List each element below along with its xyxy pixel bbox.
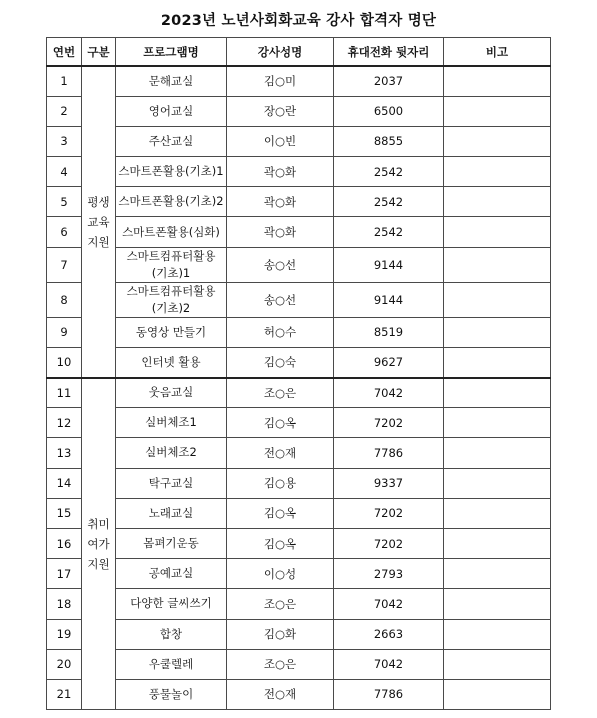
note-cell <box>444 589 551 619</box>
row-number: 5 <box>47 187 82 217</box>
program-name: 동영상 만들기 <box>116 317 227 347</box>
program-name: 다양한 글씨쓰기 <box>116 589 227 619</box>
instructor-name: 송○선 <box>227 247 334 282</box>
table-row <box>47 589 551 619</box>
phone-last-digits: 7202 <box>334 408 444 438</box>
row-number: 8 <box>47 282 82 317</box>
table-row <box>47 468 551 498</box>
phone-last-digits: 2793 <box>334 559 444 589</box>
note-cell <box>444 679 551 709</box>
note-cell <box>444 157 551 187</box>
instructor-name: 곽○화 <box>227 187 334 217</box>
instructor-name: 조○은 <box>227 589 334 619</box>
table-row <box>47 217 551 247</box>
note-cell <box>444 559 551 589</box>
table-row <box>47 126 551 156</box>
note-cell <box>444 187 551 217</box>
row-number: 10 <box>47 347 82 377</box>
instructor-name: 김○미 <box>227 66 334 96</box>
note-cell <box>444 126 551 156</box>
row-number: 6 <box>47 217 82 247</box>
table-row <box>47 619 551 649</box>
table-row <box>47 187 551 217</box>
phone-last-digits: 8519 <box>334 317 444 347</box>
program-name: 풍물놀이 <box>116 679 227 709</box>
program-name: 몸펴기운동 <box>116 528 227 558</box>
program-name: 인터넷 활용 <box>116 347 227 377</box>
program-name: 공예교실 <box>116 559 227 589</box>
phone-last-digits: 6500 <box>334 96 444 126</box>
instructor-name: 송○선 <box>227 282 334 317</box>
table-row <box>47 559 551 589</box>
program-name: 우쿨렐레 <box>116 649 227 679</box>
instructor-name: 김○옥 <box>227 528 334 558</box>
instructor-name: 조○은 <box>227 378 334 408</box>
note-cell <box>444 408 551 438</box>
table-row <box>47 317 551 347</box>
note-cell <box>444 498 551 528</box>
row-number: 4 <box>47 157 82 187</box>
table-row <box>47 438 551 468</box>
table-row <box>47 408 551 438</box>
header-phone: 휴대전화 뒷자리 <box>334 38 444 67</box>
header-no: 연번 <box>47 38 82 67</box>
note-cell <box>444 247 551 282</box>
program-name: 실버체조2 <box>116 438 227 468</box>
phone-last-digits: 2663 <box>334 619 444 649</box>
table-row <box>47 528 551 558</box>
instructor-name: 김○숙 <box>227 347 334 377</box>
phone-last-digits: 8855 <box>334 126 444 156</box>
row-number: 19 <box>47 619 82 649</box>
phone-last-digits: 7202 <box>334 498 444 528</box>
program-name: 웃음교실 <box>116 378 227 408</box>
table-row <box>47 649 551 679</box>
instructor-name: 김○옥 <box>227 498 334 528</box>
instructor-name: 조○은 <box>227 649 334 679</box>
row-number: 9 <box>47 317 82 347</box>
program-name: 탁구교실 <box>116 468 227 498</box>
phone-last-digits: 7786 <box>334 438 444 468</box>
program-name: 실버체조1 <box>116 408 227 438</box>
table-row <box>47 498 551 528</box>
row-number: 11 <box>47 378 82 408</box>
instructor-name: 이○빈 <box>227 126 334 156</box>
row-number: 13 <box>47 438 82 468</box>
note-cell <box>444 96 551 126</box>
table-row <box>47 347 551 377</box>
phone-last-digits: 7202 <box>334 528 444 558</box>
instructor-name: 김○화 <box>227 619 334 649</box>
note-cell <box>444 649 551 679</box>
row-number: 18 <box>47 589 82 619</box>
table-row <box>47 282 551 317</box>
row-number: 12 <box>47 408 82 438</box>
note-cell <box>444 619 551 649</box>
note-cell <box>444 378 551 408</box>
note-cell <box>444 282 551 317</box>
note-cell <box>444 66 551 96</box>
table-row <box>47 96 551 126</box>
instructor-name: 이○성 <box>227 559 334 589</box>
roster-table <box>46 37 551 710</box>
phone-last-digits: 7042 <box>334 649 444 679</box>
row-number: 2 <box>47 96 82 126</box>
phone-last-digits: 2037 <box>334 66 444 96</box>
instructor-name: 전○재 <box>227 679 334 709</box>
program-name: 문해교실 <box>116 66 227 96</box>
header-row <box>47 38 551 67</box>
note-cell <box>444 438 551 468</box>
row-number: 3 <box>47 126 82 156</box>
row-number: 14 <box>47 468 82 498</box>
note-cell <box>444 468 551 498</box>
phone-last-digits: 2542 <box>334 187 444 217</box>
header-category: 구분 <box>82 38 116 67</box>
instructor-name: 김○옥 <box>227 408 334 438</box>
phone-last-digits: 2542 <box>334 157 444 187</box>
program-name: 스마트컴퓨터활용 (기초)2 <box>116 282 227 317</box>
table-row <box>47 247 551 282</box>
program-name: 주산교실 <box>116 126 227 156</box>
header-instructor: 강사성명 <box>227 38 334 67</box>
program-name: 스마트폰활용(심화) <box>116 217 227 247</box>
instructor-name: 장○란 <box>227 96 334 126</box>
program-name: 스마트컴퓨터활용 (기초)1 <box>116 247 227 282</box>
row-number: 20 <box>47 649 82 679</box>
phone-last-digits: 7786 <box>334 679 444 709</box>
row-number: 7 <box>47 247 82 282</box>
phone-last-digits: 9627 <box>334 347 444 377</box>
row-number: 16 <box>47 528 82 558</box>
instructor-name: 곽○화 <box>227 217 334 247</box>
note-cell <box>444 317 551 347</box>
phone-last-digits: 2542 <box>334 217 444 247</box>
phone-last-digits: 7042 <box>334 378 444 408</box>
phone-last-digits: 9144 <box>334 282 444 317</box>
row-number: 1 <box>47 66 82 96</box>
header-note: 비고 <box>444 38 551 67</box>
program-name: 스마트폰활용(기초)1 <box>116 157 227 187</box>
instructor-name: 곽○화 <box>227 157 334 187</box>
row-number: 21 <box>47 679 82 709</box>
phone-last-digits: 9144 <box>334 247 444 282</box>
program-name: 노래교실 <box>116 498 227 528</box>
instructor-name: 김○용 <box>227 468 334 498</box>
instructor-name: 허○수 <box>227 317 334 347</box>
table-row <box>47 66 551 96</box>
row-number: 17 <box>47 559 82 589</box>
note-cell <box>444 347 551 377</box>
table-row <box>47 679 551 709</box>
instructor-name: 전○재 <box>227 438 334 468</box>
table-row <box>47 157 551 187</box>
program-name: 영어교실 <box>116 96 227 126</box>
table-body <box>47 66 551 710</box>
program-name: 합창 <box>116 619 227 649</box>
program-name: 스마트폰활용(기초)2 <box>116 187 227 217</box>
table-row <box>47 378 551 408</box>
note-cell <box>444 528 551 558</box>
phone-last-digits: 9337 <box>334 468 444 498</box>
note-cell <box>444 217 551 247</box>
category-cell: 취미 여가 지원 <box>82 378 116 710</box>
document-title: 2023년 노년사회화교육 강사 합격자 명단 <box>160 13 437 29</box>
phone-last-digits: 7042 <box>334 589 444 619</box>
header-program: 프로그램명 <box>116 38 227 67</box>
row-number: 15 <box>47 498 82 528</box>
category-cell: 평생 교육 지원 <box>82 66 116 378</box>
